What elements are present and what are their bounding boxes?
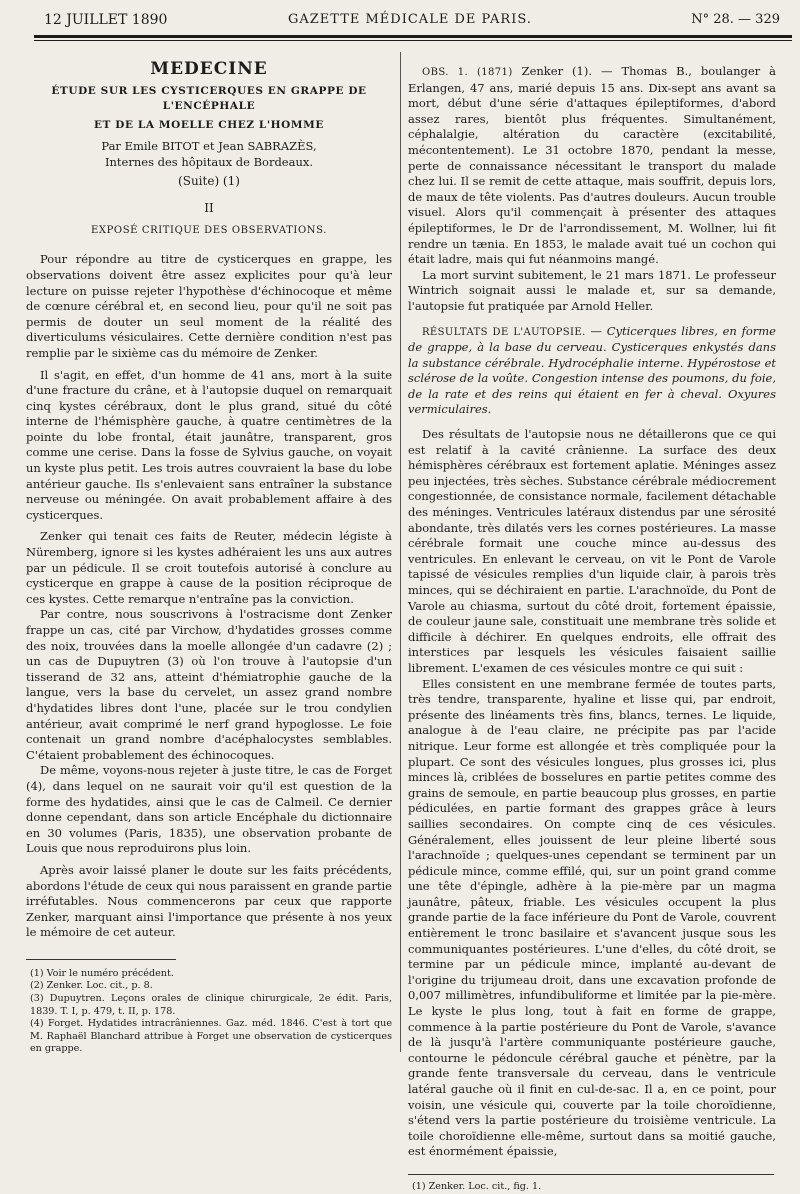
paragraph: De même, voyons-nous rejeter à juste titre, le cas de Forget (4), dans lequel on ne saurait voir qu'il est question de la forme des hydatides, ainsi que le cas de Calmeil. Ce dernier donne cependant, dans son article Encéphale du dictionnaire en 30 volumes (Paris, 1835), une observation probante de Louis que nous reproduirons plus loin. — [26, 763, 392, 856]
observation-paragraph — [408, 64, 776, 268]
paragraph: Par contre, nous souscrivons à l'ostracisme dont Zenker frappe un cas, cité par Virchow, d'hydatides grosses comme des noix, trouvées dans la moelle allongée d'un cadavre (2) ; un cas de Dupuytren (3) où l'on trouve à l'autopsie d'un tisserand de 32 ans, atteint d'hémiatrophie gauche de la langue, vers la base du cervelet, un assez grand nombre d'hydatides libres dont l'une, placée sur le trou condylien antérieur, avait comprimé le nerf grand hypoglosse. Le foie contenait un grand nombre d'acéphalocystes semblables. C'étaient probablement des échinocoques. — [26, 607, 392, 762]
right-column — [408, 50, 776, 1194]
autopsy-summary — [408, 324, 776, 419]
header-rule-thin — [34, 40, 792, 41]
paragraph: Elles consistent en une membrane fermée de toutes parts, très tendre, transparente, hyaline et lisse qui, par endroit, présente des linéaments très fins, blancs, ternes. Le liquide, analogue à de l'eau claire, ne précipite pas par l'acide nitrique. Leur forme est allongée et très compliquée pour la plupart. Ce sont des vésicules longues, plus grosses ici, plus minces là, criblées de bosselures en partie petites comme des grains de semoule, en partie beaucoup plus grosses, en partie pédiculées, en partie formant des grappes grâce à leurs saillies secondaires. On compte cinq de ces vésicules. Généralement, elles jouissent de leur pleine liberté sous l'arachnoïde ; quelques-unes cependant se terminent par un pédicule mince, comme effilé, qui, sur un point grand comme une tête d'épingle, adhère à la pie-mère par un magma jaunâtre, pâteux, friable. Les vésicules occupent la plus grande partie de la face inférieure du Pont de Varole, couvrent entièrement le tronc basilaire et s'avancent jusque sous les communiquantes postérieures. L'une d'elles, du côté droit, se termine par un pédicule mince, implanté au-devant de l'origine du trijumeau droit, dans une excavation profonde de 0,007 millimètres, infundibuliforme et limitée par la pie-mère. Le kyste le plus long, tout à fait en forme de grappe, commence à la partie postérieure du Pont de Varole, s'avance de là jusqu'à l'artère communiquante postérieure gauche, contourne le pédoncule cérébral gauche et pénètre, par la grande fente transversale du cerveau, dans le ventricule latéral gauche où il finit en cul-de-sac. Il a, en ce point, pour voisin, une vésicule qui, couverte par la toile choroïdienne, s'étend vers la partie postérieure du troisième ventricule. La toile choroïdienne elle-même, surtout dans sa moitié gauche, est énormément épaissie, — [408, 676, 776, 1159]
paragraph: La mort survint subitement, le 21 mars 1871. Le professeur Wintrich soignait aussi le malade et, sur sa demande, l'autopsie fut pratiquée par Arnold Heller. — [408, 267, 776, 313]
part-title: EXPOSÉ CRITIQUE DES OBSERVATIONS. — [90, 224, 327, 236]
paragraph: Pour répondre au titre de cysticerques en grappe, les observations doivent être assez explicites pour qu'à leur lecture on puisse rejeter l'hypothèse d'échinocoque et même de cœnure cérébral et, en second lieu, pour qu'il ne soit pas permis de douter un seul moment de la réalité des diverticulums vésiculaires. Cette dernière condition n'est pas remplie par le sixième cas du mémoire de Zenker. — [26, 252, 392, 360]
autopsy-text: — Cyticerques libres, en forme de grappe, à la base du cerveau. Cysticerques enkystés dans la substance cérébrale. Hydrocéphalie interne. Hypérostose et sclérose de la voûte. Congestion intense des poumons, du foie, de la rate et des reins qui étaient en fer à cheval. Oxyures vermiculaires. — [408, 323, 776, 417]
header-date: 12 JUILLET 1890 — [44, 12, 168, 28]
paragraph: Des résultats de l'autopsie nous ne détaillerons que ce qui est relatif à la cavité crânienne. La surface des deux hémisphères cérébraux est fortement aplatie. Méninges assez peu injectées, très sèches. Substance cérébrale médiocrement congestionnée, de consistance normale, facilement détachable des méninges. Ventricules latéraux distendus par une sérosité abondante, très dilatés vers les cornes postérieures. La masse cérébrale formait une couche mince au-dessus des ventricules. En enlevant le cerveau, on vit le Pont de Varole tapissé de vésicules remplies d'un liquide clair, à parois très minces, qui se déchiraient en partie. L'arachnoïde, du Pont de Varole au chiasma, surtout du côté droit, fortement épaissie, de couleur jaune sale, constituait une membrane très solide et difficile à déchirer. En quelques endroits, elle offrait des interstices par lesquels les vésicules faisaient saillie librement. L'examen de ces vésicules montre ce qui suit : — [408, 427, 776, 675]
footnote: (1) Zenker. Loc. cit., fig. 1. — [412, 1180, 542, 1192]
header-rule-thick — [34, 35, 792, 38]
article-affiliation: Internes des hôpitaux de Bordeaux. — [104, 154, 314, 169]
footnote-rule — [26, 959, 176, 960]
footnote: (3) Dupuytren. Leçons orales de clinique chirurgicale, 2e édit. Paris, 1839. T. I, p. 479, t. II, p. 178. — [30, 993, 392, 1017]
section-title: MEDECINE — [150, 59, 268, 79]
header-page-number: N° 28. — 329 — [691, 12, 780, 27]
paragraph: Zenker qui tenait ces faits de Reuter, médecin légiste à Nüremberg, ignore si les kystes adhéraient les uns aux autres par un pédicule. Il se croit toutefois autorisé à conclure au cysticerque en grappe à cause de la position réciproque de ces kystes. Cette remarque n'entraîne pas la conviction. — [26, 529, 392, 606]
part-number: II — [204, 201, 214, 216]
page-header — [36, 12, 780, 32]
observation-text: Zenker (1). — Thomas B., boulanger à Erlangen, 47 ans, marié depuis 15 ans. Dix-sept ans avant sa mort, début d'une série d'attaques épileptiformes, d'abord assez rares, bientôt plus fréquentes. Simultanément, céphalalgie, altération du caractère (excitabilité, mécontentement). Le 31 octobre 1870, pendant la messe, perte de connaissance nécessitant le transport du malade chez lui. Il se remit de cette attaque, mais souffrit, depuis lors, de maux de tête violents. Pas d'autres douleurs. Aucun trouble visuel. Alors qu'il commençait à présenter des attaques épileptiformes, le Dr de l'arrondissement, M. Wollner, lui fit rendre un tænia. En 1853, le malade avait tué un cochon qui était ladre, mais qui fut néanmoins mangé. — [408, 64, 776, 267]
footnote: (4) Forget. Hydatides intracrâniennes. Gaz. méd. 1846. C'est à tort que M. Raphaël Blanchard attribue à Forget une observation de cysticerques en grappe. — [30, 1018, 392, 1055]
article-title-line1: ÉTUDE SUR LES CYSTICERQUES EN GRAPPE DE L'ENCÉPHALE — [51, 84, 367, 113]
article-authors: Par Emile BITOT et Jean SABRAZÈS, — [101, 139, 317, 154]
column-separator — [400, 52, 401, 1052]
header-journal-title: GAZETTE MÉDICALE DE PARIS. — [288, 12, 532, 27]
observation-label: OBS. 1. (1871) — [422, 67, 513, 78]
footnote-rule — [408, 1174, 774, 1175]
paragraph: Il s'agit, en effet, d'un homme de 41 ans, mort à la suite d'une fracture du crâne, et à l'autopsie duquel on remarquait cinq kystes cérébraux, dont le plus grand, situé du côté interne de l'hémisphère gauche, à quatre centimètres de la pointe du lobe frontal, était jaunâtre, transparent, gros comme une cerise. Dans la fosse de Sylvius gauche, on voyait un kyste plus petit. Les trois autres couvraient la base du lobe antérieur gauche. Ils s'enlevaient sans entraîner la substance nerveuse ou méningée. On avait probablement affaire à des cysticerques. — [26, 367, 392, 522]
left-column — [26, 50, 392, 1056]
article-continuation: (Suite) (1) — [178, 173, 240, 188]
footnote: (1) Voir le numéro précédent. — [30, 967, 174, 979]
article-title-line2: ET DE LA MOELLE CHEZ L'HOMME — [94, 118, 324, 131]
paragraph: Après avoir laissé planer le doute sur les faits précédents, abordons l'étude de ceux qui nous paraissent en grande partie irréfutables. Nous commencerons par ceux que rapporte Zenker, marquant ainsi l'importance que présente à nos yeux le mémoire de cet auteur. — [26, 862, 392, 940]
footnote: (2) Zenker. Loc. cit., p. 8. — [30, 980, 153, 992]
autopsy-label: RÉSULTATS DE L'AUTOPSIE. — [422, 326, 586, 338]
